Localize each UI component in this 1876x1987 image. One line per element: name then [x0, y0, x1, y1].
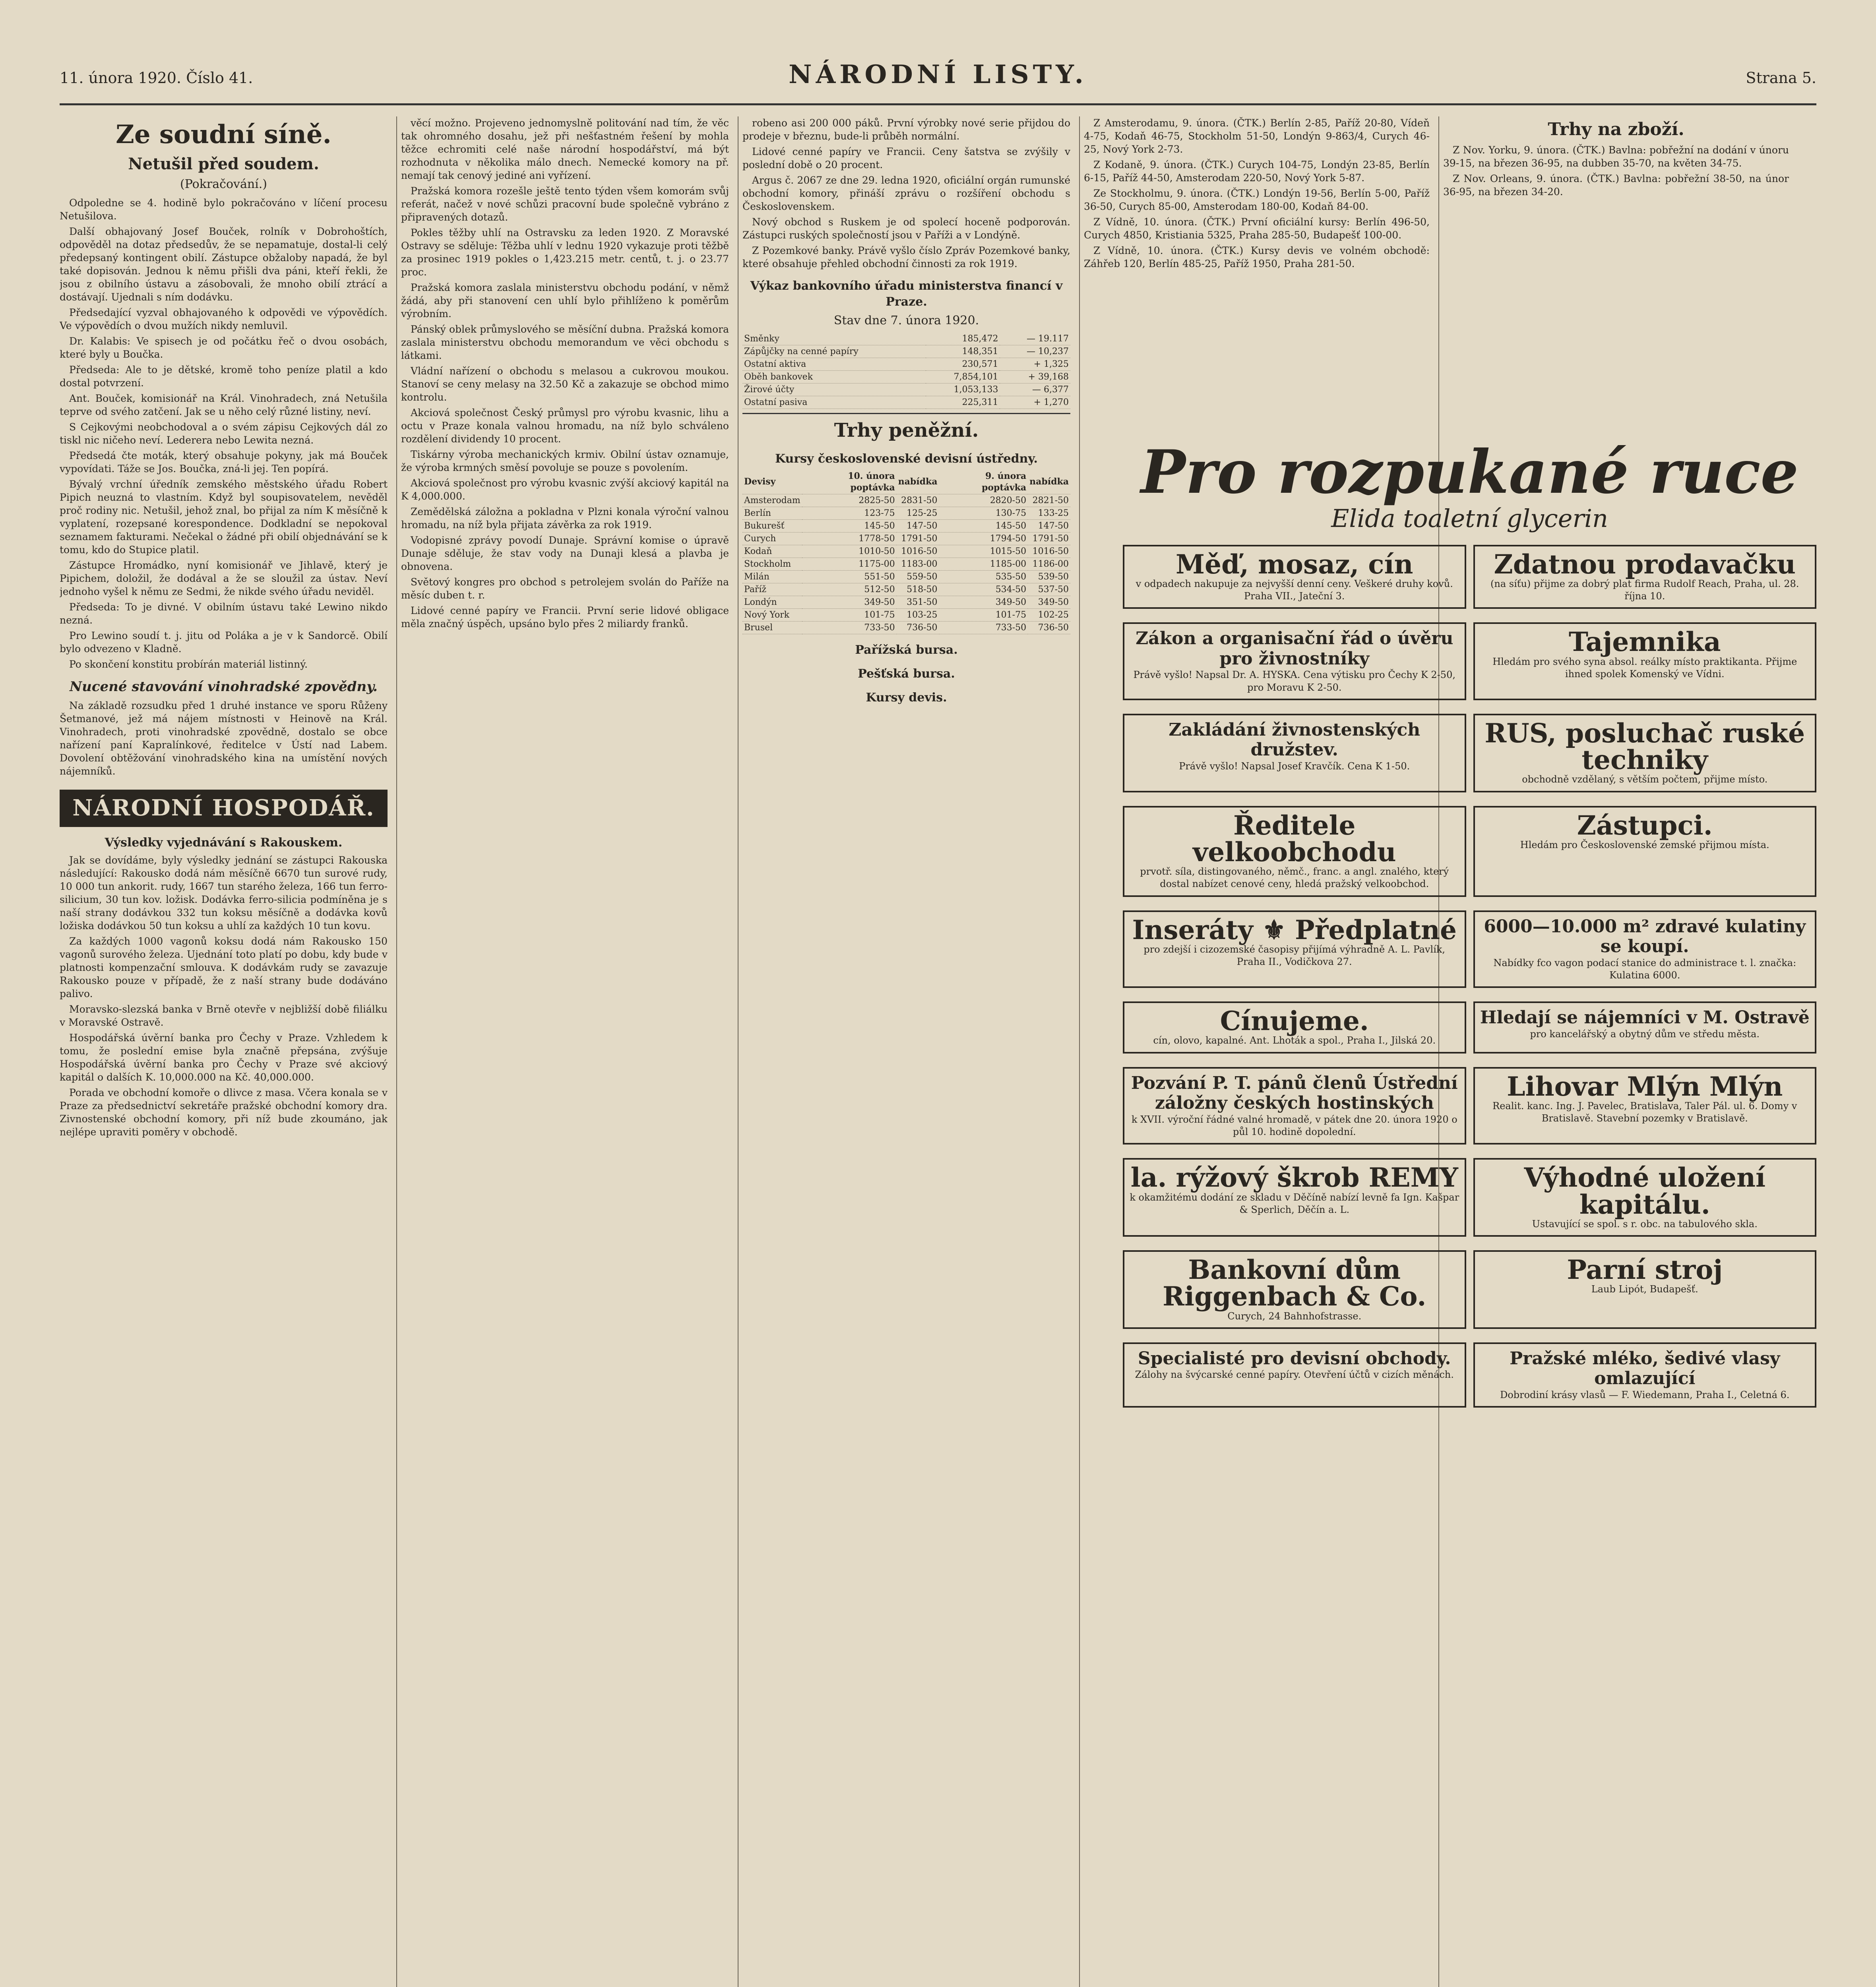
table-cell: 733-50	[939, 622, 1028, 634]
table-row	[742, 520, 1070, 533]
ad-headline: la. rýžový škrob REMY	[1130, 1162, 1458, 1193]
table-cell: 2831-50	[897, 494, 939, 507]
advertisement	[1123, 1067, 1466, 1145]
article-kicker: (Pokračování.)	[180, 177, 267, 192]
ad-headline: Ředitele velkoobchodu	[1192, 810, 1396, 868]
table-row	[742, 596, 1070, 609]
paragraph: Tiskárny výroba mechanických krmiv. Obilní ústav oznamuje, že výroba krmných směsí povoluje se pouze s povolením.	[401, 449, 729, 473]
table-cell: + 1,270	[1000, 396, 1070, 409]
ad-headline: Zakládání živnostenských družstev.	[1169, 719, 1421, 760]
column-header: 10. února poptávka	[802, 470, 897, 494]
table-cell: 147-50	[897, 520, 939, 533]
ad-headline: Zástupci.	[1577, 810, 1713, 841]
advertisement	[1123, 714, 1466, 792]
paragraph: Za každých 1000 vagonů koksu dodá nám Rakousko 150 vagonů surového železa. Ujednání toto platí po dobu, kdy bude v platnosti kompenzační smlouva. K dodávkám rudy se zavazuje Rakousko pouze v případě, že z naší strany bude dodáváno palivo.	[60, 935, 388, 1000]
paragraph: Moravsko-slezská banka v Brně otevře v nejbližší době filiálku v Moravské Ostravě.	[60, 1003, 388, 1028]
table-cell: 147-50	[1028, 520, 1070, 533]
table-cell: 551-50	[802, 571, 897, 583]
advertisement	[1473, 1250, 1817, 1329]
table-row	[742, 358, 1070, 370]
paragraph: Hospodářská úvěrní banka pro Čechy v Praze. Vzhledem k tomu, že poslední emise byla značně přepsána, zvýšuje Hospodářská úvěrní banka pro Čechy v Praze své akciový kapitál o dalších K. 10,000.000 na Kč. 40,000.000.	[60, 1032, 388, 1083]
table-cell: 1015-50	[939, 545, 1028, 558]
ad-text: Hledám pro svého syna absol. reálky místo praktikanta. Přijme ihned spolek Komenský ve Vídni.	[1492, 656, 1797, 680]
bourse-title: Pařížská bursa.	[855, 643, 958, 657]
advertisement	[1473, 1342, 1817, 1408]
table-cell: 1016-50	[897, 545, 939, 558]
elida-banner-title: Pro rozpukané ruce	[1141, 437, 1798, 507]
table-cell: 535-50	[939, 571, 1028, 583]
table-row	[742, 494, 1070, 507]
table-cell: 103-25	[897, 609, 939, 622]
table-cell: 539-50	[1028, 571, 1070, 583]
paragraph: robeno asi 200 000 páků. První výrobky nové serie přijdou do prodeje v březnu, bude-li průběh normální.	[742, 117, 1070, 142]
ad-text: Laub Lipót, Budapešť.	[1591, 1284, 1698, 1295]
paragraph: Z Nov. Yorku, 9. února. (ČTK.) Bavlna: pobřežní na dodání v únoru 39-15, na březen 36-95, na dubben 35-70, na květen 34-75.	[1443, 144, 1789, 169]
advertisement	[1473, 1067, 1817, 1145]
table-cell: 1,053,133	[926, 383, 1000, 396]
section-banner: NÁRODNÍ HOSPODÁŘ.	[60, 790, 388, 827]
table-cell: 1794-50	[939, 533, 1028, 545]
table-cell: 534-50	[939, 583, 1028, 596]
ad-text: obchodně vzdělaný, s větším počtem, přijme místo.	[1522, 774, 1768, 785]
article-title: Výsledky vyjednávání s Rakouskem.	[105, 835, 343, 850]
table-cell: Směnky	[742, 333, 926, 345]
table-cell: 2820-50	[939, 494, 1028, 507]
table-row	[742, 583, 1070, 596]
ad-headline: Zdatnou prodavačku	[1494, 548, 1796, 580]
advertisement	[1123, 545, 1466, 609]
paragraph: Odpoledne se 4. hodině bylo pokračováno v líčení procesu Netušilova.	[60, 197, 388, 222]
paragraph: S Cejkovými neobchodoval a o svém zápisu Cejkových dál zo tiskl nic ničeho neví. Lederera nebo Lewita nezná.	[60, 421, 388, 446]
paragraph: Argus č. 2067 ze dne 29. ledna 1920, oficiální orgán rumunské obchodní komory, přináší zprávu o rozšíření obchodu s Československem.	[742, 174, 1070, 212]
ad-headline: Bankovní dům Riggenbach & Co.	[1163, 1254, 1426, 1312]
paragraph: Akciová společnost pro výrobu kvasnic zvýší akciový kapitál na K 4,000.000.	[401, 477, 729, 502]
rates-title: Výkaz bankovního úřadu ministerstva financí v Praze.	[750, 279, 1063, 309]
ad-headline: 6000—10.000 m² zdravé kulatiny se koupí.	[1484, 916, 1806, 957]
paragraph: Pro Lewino soudí t. j. jitu od Poláka a je v k Sandorcě. Obilí bylo odvezeno v Kladně.	[60, 629, 388, 655]
table-cell: 537-50	[1028, 583, 1070, 596]
fx-section-title: Trhy peněžní.	[834, 419, 979, 442]
ad-text: Realit. kanc. Ing. J. Pavelec, Bratislava, Taler Pál. ul. 6. Domy v Bratislavě. Stavební pozemky v Bratislavě.	[1492, 1100, 1797, 1124]
ad-text: Ustavující se spol. s r. obc. na tabulového skla.	[1532, 1218, 1758, 1230]
ad-text: (na síťu) přijme za dobrý plat firma Rudolf Reach, Praha, ul. 28. října 10.	[1490, 578, 1799, 602]
table-cell: Curych	[742, 533, 802, 545]
ad-headline: RUS, posluchač ruské techniky	[1485, 717, 1805, 776]
table-cell: — 10,237	[1000, 345, 1070, 358]
ad-headline: Specialisté pro devisní obchody.	[1138, 1348, 1451, 1369]
table-row	[742, 383, 1070, 396]
table-cell: Bukurešť	[742, 520, 802, 533]
ad-text: pro zdejší i cizozemské časopisy přijímá výhradně A. L. Pavlík, Praha II., Vodičkova 27.	[1143, 943, 1446, 968]
paragraph: věcí možno. Projeveno jednomyslně politování nad tím, že věc tak ohromného dosahu, jež při nešťastném řešení by mohla těžce echromiti celé naše národní hospodářství, má být rozhodnuta v několika málo dnech. Nemecké komory na př. nemají tak cenový jediné ani vyřízení.	[401, 117, 729, 181]
paragraph: Zemědělská záložna a pokladna v Plzni konala výroční valnou hromadu, na níž byla přijata závěrka za rok 1919.	[401, 506, 729, 531]
advertisement	[1123, 910, 1466, 988]
paragraph: Z Vídně, 10. února. (ČTK.) První oficiální kursy: Berlín 496-50, Curych 4850, Kristiania 5325, Praha 285-50, Budapešť 100-00.	[1084, 216, 1430, 241]
paragraph: Vládní nařízení o obchodu s melasou a cukrovou moukou. Stanoví se ceny melasy na 32.50 Kč a zakazuje se obchod mimo kontrolu.	[401, 365, 729, 403]
ad-headline: Hledají se nájemníci v M. Ostravě	[1480, 1007, 1810, 1028]
table-cell: 349-50	[1028, 596, 1070, 609]
page-number: Strana 5.	[1746, 69, 1816, 87]
column-header: nabídka	[1028, 470, 1070, 494]
ad-headline: Pozvání P. T. pánů členů Ústřední záložny českých hostinských	[1131, 1073, 1458, 1114]
table-cell: 733-50	[802, 622, 897, 634]
paragraph: Vodopisné zprávy povodí Dunaje. Správní komise o úpravě Dunaje sděluje, že stav vody na Dunaji klesá a plavba je obnovena.	[401, 535, 729, 572]
table-cell: 101-75	[939, 609, 1028, 622]
table-cell: 1175-00	[802, 558, 897, 571]
advertisement	[1123, 806, 1466, 897]
paragraph: Pánský oblek průmyslového se měsíční dubna. Pražská komora zaslala ministerstvu obchodu memorandum ve věci obchodu s látkami.	[401, 323, 729, 361]
ad-headline: Lihovar Mlýn Mlýn	[1507, 1071, 1783, 1102]
paragraph: Bývalý vrchní úředník zemského městského úřadu Robert Pipich neuzná to vlastním. Když byl soupisovatelem, nevěděl proč rodiny nic. Netušil, jehož znal, bo přijal za ním K měsíčně k vyplatení, rozepsané korespondence. Dodkladní se nepokoval seznamem fakturami. Nečekal o žádné při obilí objednávání se k tomu, kdo do Stupice platil.	[60, 478, 388, 556]
elida-banner-subtitle: Elida toaletní glycerin	[1331, 504, 1608, 533]
table-cell: 1791-50	[897, 533, 939, 545]
ad-text: Právě vyšlo! Napsal Dr. A. HYSKA. Cena výtisku pro Čechy K 2-50, pro Moravu K 2-50.	[1133, 669, 1455, 693]
table-cell: Londýn	[742, 596, 802, 609]
table-cell: 125-25	[897, 507, 939, 520]
table-cell: 123-75	[802, 507, 897, 520]
advertisement	[1473, 545, 1817, 609]
table-cell: — 19.117	[1000, 333, 1070, 345]
table-cell: Kodaň	[742, 545, 802, 558]
column-header: 9. února poptávka	[939, 470, 1028, 494]
table-row	[742, 370, 1070, 383]
advertisement	[1123, 1158, 1466, 1237]
advertisement	[1473, 1001, 1817, 1054]
paragraph: Pražská komora zaslala ministerstvu obchodu podání, v němž žádá, aby při stanovení cen uhlí bylo přihlíženo k poměrům výrobním.	[401, 282, 729, 320]
ad-headline: Pražské mléko, šedivé vlasy omlazující	[1510, 1348, 1780, 1389]
paragraph: Z Nov. Orleans, 9. února. (ČTK.) Bavlna: pobřežní 38-50, na únor 36-95, na březen 34-20.	[1443, 173, 1789, 198]
ad-headline: Zákon a organisační řád o úvěru pro živnostníky	[1136, 628, 1454, 669]
advertisement-area	[1123, 433, 1816, 1414]
table-cell: Zápůjčky na cenné papíry	[742, 345, 926, 358]
table-cell: Milán	[742, 571, 802, 583]
table-cell: 225,311	[926, 396, 1000, 409]
ad-text: Právě vyšlo! Napsal Josef Kravčík. Cena K 1-50.	[1179, 760, 1410, 772]
table-cell: 1778-50	[802, 533, 897, 545]
paragraph: Z Vídně, 10. února. (ČTK.) Kursy devis ve volném obchodě: Záhřeb 120, Berlín 485-25, Paříž 1950, Praha 281-50.	[1084, 245, 1430, 269]
table-row	[742, 345, 1070, 358]
ad-text: cín, olovo, kapalné. Ant. Lhoták a spol., Praha I., Jilská 20.	[1153, 1035, 1436, 1046]
table-row	[742, 545, 1070, 558]
bank-rates-table	[742, 333, 1070, 409]
table-cell: 1186-00	[1028, 558, 1070, 571]
paragraph: Jak se dovídáme, byly výsledky jednání se zástupci Rakouska následující: Rakousko dodá nám měsíčně 6670 tun surové rudy, 10 000 tun ankorit. rudy, 1667 tun starého železa, 166 tun ferro-silicium, 30 tun kov. ložisk. Dodávka ferro-silicia podmíněna je s naší strany dodávkou 332 tun koksu měsíčně a dodávka kovů ložiska dodávkou 50 tun koksu a uhlí za každých 10 tun kovu.	[60, 854, 388, 932]
advertisement	[1473, 806, 1817, 897]
table-cell: 133-25	[1028, 507, 1070, 520]
goods-section-title: Trhy na zboží.	[1548, 119, 1684, 139]
advertisement	[1473, 1158, 1817, 1237]
table-cell: 349-50	[939, 596, 1028, 609]
paragraph: Ze Stockholmu, 9. února. (ČTK.) Londýn 19-56, Berlín 5-00, Paříž 36-50, Curych 85-00, Amsterodam 180-00, Kodaň 84-00.	[1084, 188, 1430, 212]
article-title: Nucené stavování vinohradské zpovědny.	[70, 678, 378, 695]
table-cell: 145-50	[802, 520, 897, 533]
table-cell: Oběh bankovek	[742, 370, 926, 383]
table-cell: Stockholm	[742, 558, 802, 571]
paragraph: Nový obchod s Ruskem je od spolecí hoceně podporován. Zástupci ruských společností jsou v Paříži a v Londýně.	[742, 216, 1070, 241]
paragraph: Pokles těžby uhlí na Ostravsku za leden 1920. Z Moravské Ostravy se sděluje: Těžba uhlí v lednu 1920 vykazuje proti těžbě za prosinec 1919 pokles o 1,423.215 metr. centů, t. j. o 23.77 proc.	[401, 227, 729, 278]
table-cell: Nový York	[742, 609, 802, 622]
paragraph: Z Pozemkové banky. Právě vyšlo číslo Zpráv Pozemkové banky, které obsahuje přehled obchodní činnosti za rok 1919.	[742, 245, 1070, 269]
divider	[742, 413, 1070, 414]
ad-text: pro kancelářský a obytný dům ve středu města.	[1530, 1028, 1760, 1040]
column-header: nabídka	[897, 470, 939, 494]
table-cell: Paříž	[742, 583, 802, 596]
table-cell: Berlín	[742, 507, 802, 520]
fx-subtitle: Kursy československé devisní ústředny.	[775, 452, 1038, 466]
table-cell: 145-50	[939, 520, 1028, 533]
table-cell: 512-50	[802, 583, 897, 596]
table-cell: + 39,168	[1000, 370, 1070, 383]
paragraph: Lidové cenné papíry ve Francii. Ceny šatstva se zvýšily v poslední době o 20 procent.	[742, 146, 1070, 170]
paragraph: Dr. Kalabis: Ve spisech je od počátku řeč o dvou osobách, které byly u Boučka.	[60, 335, 388, 360]
table-cell: 7,854,101	[926, 370, 1000, 383]
table-row	[742, 558, 1070, 571]
court-section-title: Ze soudní síně.	[116, 120, 331, 149]
paragraph: Po skončení konstitu probírán materiál listinný.	[69, 658, 308, 670]
advertisement	[1473, 714, 1817, 792]
table-cell: + 1,325	[1000, 358, 1070, 370]
paragraph: Předsedající vyzval obhajovaného k odpovědi ve výpovědích. Ve výpovědích o dvou mužích nikdy nemluvil.	[60, 306, 388, 331]
rates-subtitle: Stav dne 7. února 1920.	[833, 314, 979, 328]
ad-text: v odpadech nakupuje za nejvyšší denní ceny. Veškeré druhy kovů. Praha VII., Jateční 3.	[1136, 578, 1453, 602]
table-cell: 2821-50	[1028, 494, 1070, 507]
ad-text: prvotř. síla, distingovaného, němč., franc. a angl. znalého, který dostal nabízet cenové ceny, hledá pražský velkoobchod.	[1140, 866, 1449, 890]
table-cell: 736-50	[897, 622, 939, 634]
ad-headline: Měď, mosaz, cín	[1175, 548, 1413, 580]
table-cell: Amsterodam	[742, 494, 802, 507]
ad-text: Dobrodiní krásy vlasů — F. Wiedemann, Praha I., Celetná 6.	[1500, 1389, 1790, 1400]
ad-headline: Cínujeme.	[1220, 1005, 1369, 1037]
fx-table	[742, 470, 1070, 634]
advertisement	[1123, 622, 1466, 700]
paragraph: Z Kodaně, 9. února. (ČTK.) Curych 104-75, Londýn 23-85, Berlín 6-15, Paříž 44-50, Amsterodam 220-50, Nový York 5-87.	[1084, 159, 1430, 184]
ad-text: k okamžitému dodání ze skladu v Děčíně nabízí levně fa Ign. Kašpar & Sperlich, Děčín a. L.	[1130, 1191, 1459, 1215]
table-cell: 1183-00	[897, 558, 939, 571]
masthead: NÁRODNÍ LISTY.	[789, 60, 1087, 89]
table-cell: Ostatní aktiva	[742, 358, 926, 370]
table-cell: 1010-50	[802, 545, 897, 558]
ad-headline: Inseráty ⚜ Předplatné	[1132, 914, 1457, 945]
table-row	[742, 533, 1070, 545]
paragraph: Pražská komora rozešle ještě tento týden všem komorám svůj referát, načež v nové schůzi pracovní bude společně vybráno z připravených dotazů.	[401, 185, 729, 223]
table-row	[742, 396, 1070, 409]
column-3	[738, 116, 1070, 1987]
ad-text: Hledám pro Československé zemské přijmou místa.	[1520, 839, 1769, 850]
table-row	[742, 622, 1070, 634]
table-cell: 148,351	[926, 345, 1000, 358]
advertisement	[1123, 1001, 1466, 1054]
table-cell: — 6,377	[1000, 383, 1070, 396]
page-header	[60, 60, 1816, 105]
ad-headline: Výhodné uložení kapitálu.	[1524, 1162, 1766, 1220]
table-cell: 559-50	[897, 571, 939, 583]
column-2	[396, 116, 729, 1987]
table-cell: 101-75	[802, 609, 897, 622]
ad-headline: Parní stroj	[1567, 1254, 1723, 1285]
paragraph: Další obhajovaný Josef Bouček, rolník v Dobrohoštích, odpověděl na dotaz předsedův, že se nepamatuje, dostal-li celý předepsaný kontingent obilí. Zástupce obžaloby napadá, že byl také dopisován. Jednou k němu přišli dva páni, kteří řekli, že jsou z obilního ústavu a zásobovali, že mnoho obilí ztrácí a dostávají. Ujednali s ním dodávku.	[60, 225, 388, 303]
table-cell: Žirové účty	[742, 383, 926, 396]
table-cell: 736-50	[1028, 622, 1070, 634]
paragraph: Zástupce Hromádko, nyní komisionář ve Jihlavě, který je Pipichem, doložil, že dodával a že se sloužil za ústav. Neví jednoho vyšel k němu ze Sedmi, že nikde svého úřadu neviděl.	[60, 559, 388, 597]
paragraph: Z Amsterodamu, 9. února. (ČTK.) Berlín 2-85, Paříž 20-80, Vídeň 4-75, Kodaň 46-75, Stockholm 51-50, Londýn 9-863/4, Curych 46-25, Nový York 2-73.	[1084, 117, 1430, 155]
table-row	[742, 609, 1070, 622]
ad-text: Nabídky fco vagon podací stanice do administrace t. l. značka: Kulatina 6000.	[1493, 957, 1797, 981]
table-row	[742, 571, 1070, 583]
table-cell: 102-25	[1028, 609, 1070, 622]
table-cell: 518-50	[897, 583, 939, 596]
table-cell: Ostatní pasiva	[742, 396, 926, 409]
paragraph: Na základě rozsudku před 1 druhé instance ve sporu Růženy Šetmanové, jež má nájem místnosti v Heinově na Král. Vinohradech, proti vinohradské zpovědně, dostalo se obce nařízení paní Kapralínkové, ředitelce v Ústí nad Labem. Dovolení obtěžování vinohradského kina na umístění nových nájemníků.	[60, 699, 388, 777]
table-cell: 185,472	[926, 333, 1000, 345]
table-cell: 130-75	[939, 507, 1028, 520]
table-cell: 1185-00	[939, 558, 1028, 571]
advertisement	[1473, 622, 1817, 700]
table-cell: 1791-50	[1028, 533, 1070, 545]
table-cell: 2825-50	[802, 494, 897, 507]
paragraph: Předseda: Ale to je dětské, kromě toho peníze platil a kdo dostal potvrzení.	[60, 364, 388, 389]
column-1	[60, 116, 388, 1987]
paragraph: Akciová společnost Český průmysl pro výrobu kvasnic, lihu a octu v Praze konala valnou hromadu, na níž bylo schváleno rozdělení dividendy 10 procent.	[401, 407, 729, 445]
paragraph: Světový kongres pro obchod s petrolejem svolán do Paříže na měsíc duben t. r.	[401, 576, 729, 601]
ad-headline: Tajemnika	[1568, 626, 1721, 658]
paragraph: Lidové cenné papíry ve Francii. První serie lidové obligace měla značný úspěch, upsáno bylo přes 2 miliardy franků.	[401, 605, 729, 629]
paragraph: Předsedá čte moták, který obsahuje pokyny, jak má Bouček vypovídati. Táže se Jos. Boučka, zná-li jej. Ten popírá.	[60, 449, 388, 474]
paragraph: Porada ve obchodní komoře o dlivce z masa. Včera konala se v Praze za předsednictví sekretáře pražské obchodní komory dra. Zivnostenské obchodní komory, při níž bude zkoumáno, jak nejlépe upraviti poměry v obchodě.	[60, 1087, 388, 1138]
advertisement	[1123, 1342, 1466, 1408]
paragraph: Ant. Bouček, komisionář na Král. Vinohradech, zná Netušila teprve od svého zatčení. Jak se u něho celý různé listiny, neví.	[60, 392, 388, 417]
ad-text: Curych, 24 Bahnhofstrasse.	[1227, 1310, 1362, 1322]
table-cell: 351-50	[897, 596, 939, 609]
table-cell: Brusel	[742, 622, 802, 634]
table-cell: 349-50	[802, 596, 897, 609]
table-cell: 1016-50	[1028, 545, 1070, 558]
issue-date: 11. února 1920. Číslo 41.	[60, 69, 253, 87]
paragraph: Předseda: To je divné. V obilním ústavu také Lewino nikdo nezná.	[60, 601, 388, 626]
ad-text: k XVII. výroční řádné valné hromadě, v pátek dne 20. února 1920 o půl 10. hodině dopolední.	[1131, 1114, 1457, 1137]
column-header: Devisy	[742, 470, 802, 494]
table-cell: 230,571	[926, 358, 1000, 370]
ad-grid	[1123, 545, 1816, 1414]
advertisement	[1123, 1250, 1466, 1329]
article-title: Netušil před soudem.	[128, 155, 319, 174]
bourse-subtitle: Pešťská bursa.	[858, 666, 955, 681]
table-row	[742, 333, 1070, 345]
ad-text: Zálohy na švýcarské cenné papíry. Otevření účtů v cizích měnách.	[1135, 1369, 1454, 1381]
table-row	[742, 507, 1070, 520]
devisy-title: Kursy devis.	[866, 690, 947, 705]
advertisement	[1473, 910, 1817, 988]
